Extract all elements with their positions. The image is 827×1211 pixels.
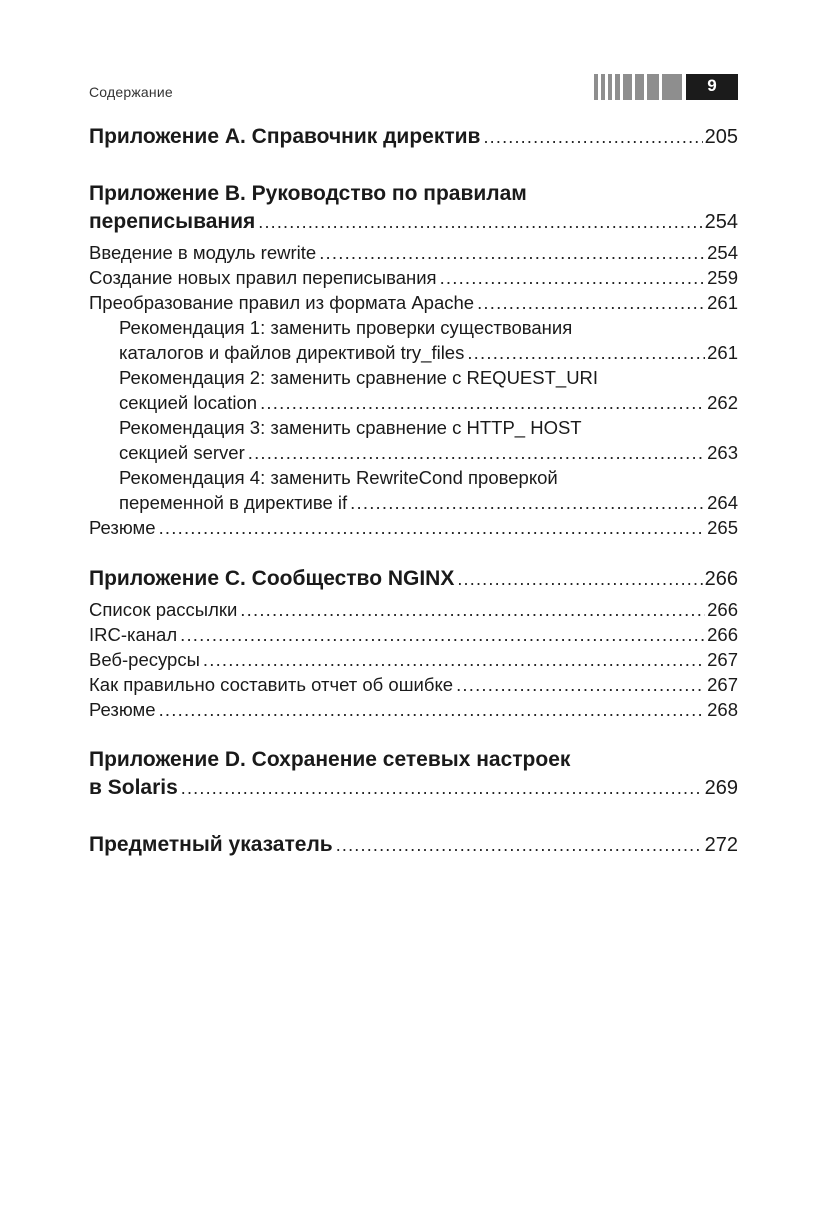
toc-entry-appendix-b[interactable] — [89, 180, 738, 236]
toc-page: 263 — [707, 442, 738, 463]
toc-title-line2: в Solaris — [89, 776, 178, 799]
toc-page: 269 — [704, 777, 738, 799]
toc-title-line1: Приложение D. Сохранение сетевых настроек — [89, 748, 571, 771]
toc-page: 205 — [704, 126, 738, 148]
toc-title-line1: Рекомендация 3: заменить сравнение с HTTP_ HOST — [119, 417, 582, 438]
toc-entry-appendix-d[interactable] — [89, 746, 738, 802]
toc-entry-subsection[interactable] — [89, 315, 738, 365]
toc-title: Предметный указатель — [89, 833, 333, 856]
toc-title: Резюме — [89, 517, 156, 538]
toc-entry-summary[interactable] — [89, 515, 738, 540]
toc-page: 266 — [707, 599, 738, 620]
toc-title-line1: Рекомендация 1: заменить проверки существования — [119, 317, 573, 338]
toc-page: 266 — [704, 568, 738, 590]
toc-entry-section[interactable] — [89, 290, 738, 315]
toc-entry-subsection[interactable] — [89, 465, 738, 515]
toc-page: 266 — [707, 624, 738, 645]
toc-page: 254 — [704, 211, 738, 233]
toc-title-line2: каталогов и файлов директивой try_files — [119, 342, 465, 363]
toc-title: Веб-ресурсы — [89, 649, 200, 670]
toc-page: 265 — [707, 517, 738, 538]
toc-title-line1: Рекомендация 4: заменить RewriteCond проверкой — [119, 467, 558, 488]
toc-page: 261 — [707, 292, 738, 313]
toc-page: 268 — [707, 699, 738, 720]
toc-entry-section[interactable] — [89, 597, 738, 622]
toc-title: Введение в модуль rewrite — [89, 242, 317, 263]
toc-title: Преобразование правил из формата Apache — [89, 292, 475, 313]
toc-entry-section[interactable] — [89, 672, 738, 697]
toc-title: Как правильно составить отчет об ошибке — [89, 674, 454, 695]
toc-title-line2: переписывания — [89, 210, 256, 233]
toc-title: Резюме — [89, 699, 156, 720]
toc-page: 254 — [707, 242, 738, 263]
toc-entry-section[interactable] — [89, 622, 738, 647]
toc-entry-index[interactable] — [89, 831, 738, 859]
toc-page: 272 — [704, 834, 738, 856]
toc-entry-section[interactable] — [89, 240, 738, 265]
toc-title: Список рассылки — [89, 599, 238, 620]
toc-page: 259 — [707, 267, 738, 288]
toc-page: 264 — [707, 492, 738, 513]
toc-entry-summary[interactable] — [89, 697, 738, 722]
toc-title: Приложение A. Справочник директив — [89, 125, 481, 148]
toc-title-line2: секцией server — [119, 442, 245, 463]
toc-entry-section[interactable] — [89, 647, 738, 672]
toc-page: 261 — [707, 342, 738, 363]
page-number: 9 — [686, 74, 738, 100]
running-header-title: Содержание — [89, 84, 173, 100]
toc-title: IRC-канал — [89, 624, 178, 645]
toc-page: 267 — [707, 649, 738, 670]
toc-entry-subsection[interactable] — [89, 415, 738, 465]
toc-title-line1: Приложение B. Руководство по правилам — [89, 182, 527, 205]
toc-entry-subsection[interactable] — [89, 365, 738, 415]
toc-page: 262 — [707, 392, 738, 413]
toc-page: 267 — [707, 674, 738, 695]
toc-entry-appendix-c[interactable] — [89, 565, 738, 593]
toc-title: Создание новых правил переписывания — [89, 267, 437, 288]
toc-title: Приложение C. Сообщество NGINX — [89, 567, 455, 590]
toc-entry-appendix-a[interactable] — [89, 123, 738, 151]
toc-entry-section[interactable] — [89, 265, 738, 290]
toc-title-line1: Рекомендация 2: заменить сравнение с REQUEST_URI — [119, 367, 599, 388]
toc-title-line2: секцией location — [119, 392, 258, 413]
toc-title-line2: переменной в директиве if — [119, 492, 348, 513]
